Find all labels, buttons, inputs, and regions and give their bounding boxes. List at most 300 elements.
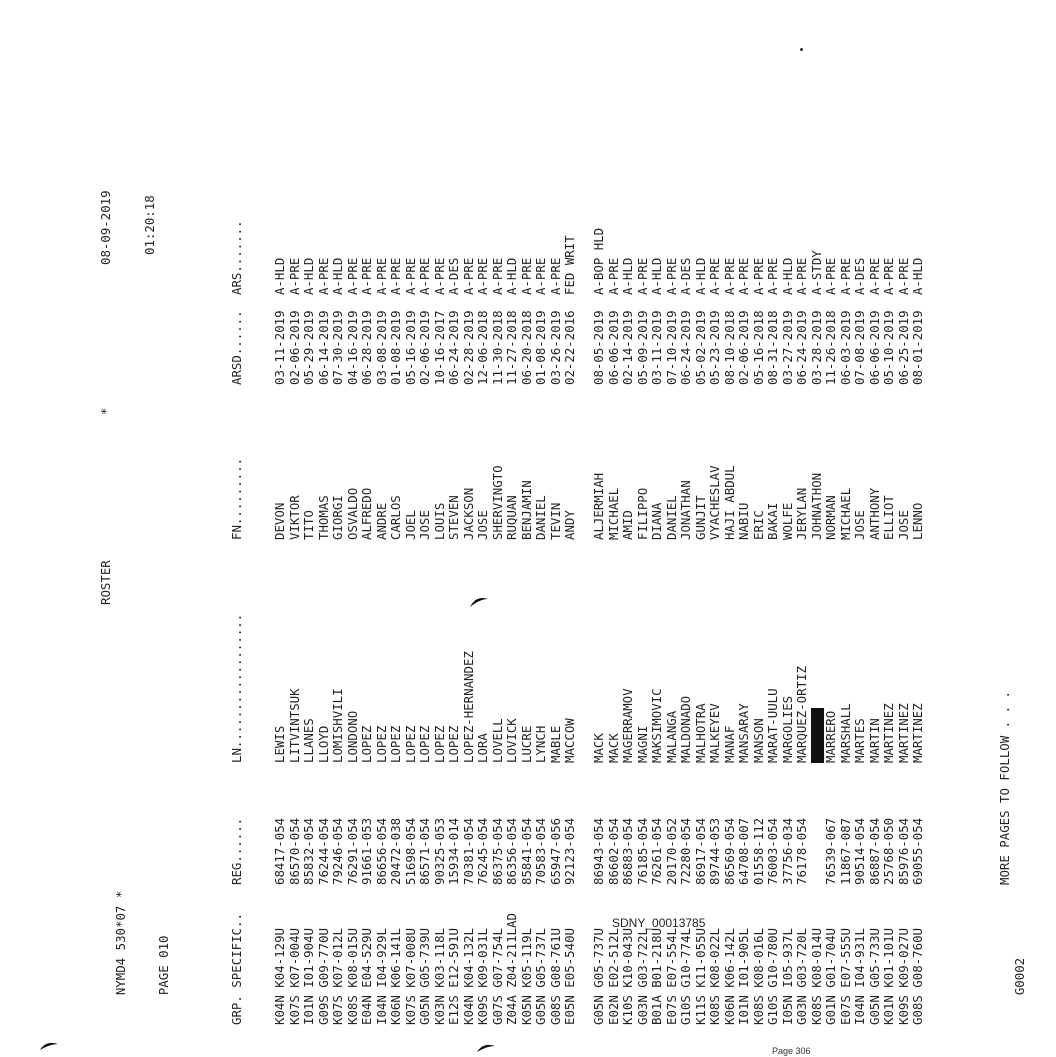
row-ln: LOPEZ [417,725,432,763]
roster-row [853,65,868,1025]
row-reg: 64708-007 [736,817,751,885]
row-grp: G03N G03-722L [634,928,650,1025]
redaction-block [811,708,824,763]
row-arsd: 08-31-2018 [765,310,780,385]
row-grp: G05N G05-737U [591,928,606,1025]
row-reg: 20170-052 [663,817,679,885]
row-grp: K09S K09-027U [895,928,911,1025]
row-fn: JOSE [417,510,432,540]
row-arsd: 03-11-2019 [649,310,664,385]
row-reg: 01558-112 [750,817,766,885]
row-fn: VYACHESLAV [707,465,722,540]
row-fn: ALFREDO [359,487,374,540]
row-reg: 86356-054 [504,817,519,885]
row-ln: LOPEZ [431,725,447,763]
header-line-2 [141,65,171,1025]
row-arsd: 08-05-2019 [591,310,606,385]
row-ln: MAGERRAMOV [620,688,635,763]
row-ln: LOPEZ [388,725,403,763]
roster-row [679,65,694,1025]
row-arsd: 11-26-2018 [823,310,838,385]
row-reg: 25768-050 [881,817,896,885]
roster-row [375,65,390,1025]
row-grp: K10S K10-043U [620,928,635,1025]
roster-row [824,65,839,1025]
row-arsd: 06-24-2019 [794,310,809,385]
row-fn: ANTHONY [866,487,882,540]
roster-row [621,65,636,1025]
row-grp: I05N I05-937L [779,928,795,1025]
row-fn: HAJI ABDUL [721,465,737,540]
row-reg: 68417-054 [272,817,287,885]
roster-row [737,65,752,1025]
header-time: 01:20:18 [141,195,157,255]
row-fn: OSVALDO [344,487,360,540]
roster-row [708,65,723,1025]
roster-row [505,65,520,1025]
roster-row [404,65,419,1025]
row-grp: E12S E12-591U [446,928,461,1025]
roster-row [839,65,854,1025]
roster-rows [273,65,926,1025]
row-grp: K06N K06-142L [721,928,737,1025]
row-fn: GUNJIT [692,495,708,540]
punch-mark [475,1040,497,1054]
col-grp: GRP. SPECIFIC.. [228,913,244,1025]
row-fn: RUQUAN [504,495,519,540]
row-fn: DEVON [272,502,287,540]
row-fn: NABIU [736,502,751,540]
row-ars: A-PRE [460,257,476,295]
roster-row [389,65,404,1025]
row-ln: LORA [475,733,490,763]
row-ars: A-HLD [692,257,708,295]
row-ln: LOMISHVILI [330,688,345,763]
row-fn: ERIC [750,510,766,540]
row-fn: WOLFE [779,502,795,540]
form-id: NYMD4 [112,957,128,996]
row-ln: MARAT-UULU [765,688,780,763]
roster-title: ROSTER [98,560,113,605]
roster-row [520,65,535,1025]
row-arsd: 02-06-2019 [417,310,432,385]
roster-row [592,65,607,1025]
row-fn: SHERVINGTO [489,465,505,540]
row-grp: K03N K03-118L [431,928,447,1025]
row-reg: 70381-054 [460,817,476,885]
row-grp: Z04A Z04-211LAD [504,913,519,1025]
row-arsd: 07-10-2019 [663,310,679,385]
row-grp: B01A B01-218U [649,928,664,1025]
row-fn: VIKTOR [286,495,302,540]
row-fn: STEVEN [446,495,461,540]
row-grp: I04N I04-931L [852,928,867,1025]
roster-row [911,65,926,1025]
roster-row [766,65,781,1025]
row-ln: LITVINTSUK [286,688,302,763]
row-ars: A-DES [852,257,867,295]
row-reg: 20472-038 [388,817,403,885]
row-ars: A-PRE [489,257,505,295]
row-reg: 70583-054 [533,817,548,885]
row-fn: CARLOS [388,495,403,540]
row-ln: MALHOTRA [692,703,708,763]
row-ars: A-HLD [649,257,664,295]
row-fn: ANDY [562,510,577,540]
row-fn: JOSE [475,510,490,540]
row-ln: MARTINEZ [881,703,896,763]
row-ln: MANSON [750,718,766,763]
row-arsd: 03-08-2019 [373,310,389,385]
row-fn: DIANA [649,502,664,540]
footer-line [997,65,1027,1025]
row-ars: A-PRE [547,257,563,295]
row-grp: I04N I04-929L [373,928,389,1025]
row-reg: 91661-053 [359,817,374,885]
row-ars: A-PRE [373,257,389,295]
row-fn: MICHAEL [837,487,853,540]
row-arsd: 11-30-2018 [489,310,505,385]
row-reg: 86883-054 [620,817,635,885]
row-ars: A-HLD [272,257,287,295]
row-reg: 76261-054 [649,817,664,885]
row-reg: 65947-056 [547,817,563,885]
row-ars: A-PRE [402,257,418,295]
row-fn: DANIEL [663,495,679,540]
row-ars: A-PRE [315,257,331,295]
row-grp: K06N K06-141L [388,928,403,1025]
roster-row [273,65,288,1025]
row-reg: 86375-054 [489,817,505,885]
row-reg: 51698-054 [402,817,418,885]
row-reg: 86917-054 [692,817,708,885]
row-fn: MICHAEL [605,487,621,540]
row-ars: A-HLD [620,257,635,295]
row-ars: A-BOP HLD [591,227,606,295]
row-ln: LLOYD [315,725,331,763]
row-ln: MACK [591,733,606,763]
row-arsd: 10-16-2017 [431,310,447,385]
row-ars: A-PRE [765,257,780,295]
roster-row [534,65,549,1025]
row-arsd: 03-27-2019 [779,310,795,385]
row-ars: A-PRE [417,257,432,295]
row-reg: 76245-054 [475,817,490,885]
row-ln: MARQUEZ-ORTIZ [794,666,809,763]
row-arsd: 01-08-2019 [533,310,548,385]
row-grp: G08S G08-761U [547,928,563,1025]
roster-row [650,65,665,1025]
row-reg: 90325-053 [431,817,447,885]
row-grp: K08S K08-016L [750,928,766,1025]
row-grp: K09S K09-031L [475,928,490,1025]
row-ars: A-PRE [359,257,374,295]
row-grp: E07S E07-555U [837,928,853,1025]
row-fn: JOSE [895,510,911,540]
row-ars: A-STDY [808,250,824,295]
row-arsd: 07-30-2019 [330,310,345,385]
row-grp: K04N K04-132L [460,928,476,1025]
roster-row [331,65,346,1025]
row-ars: A-PRE [866,257,882,295]
row-ars: A-HLD [301,257,316,295]
row-ars: A-PRE [837,257,853,295]
footer-code: G0002 [1011,957,1027,996]
roster-row [723,65,738,1025]
row-grp: G07S G07-754L [489,928,505,1025]
row-ars: A-HLD [330,257,345,295]
row-ars: A-PRE [286,257,302,295]
row-arsd: 05-29-2019 [301,310,316,385]
row-arsd: 03-26-2019 [547,310,563,385]
roster-row [447,65,462,1025]
row-arsd: 08-01-2019 [910,310,925,385]
row-reg: 76003-054 [765,817,780,885]
row-arsd: 05-16-2018 [750,310,766,385]
row-arsd: 06-24-2019 [678,310,693,385]
row-ars: A-HLD [779,257,795,295]
row-fn: THOMAS [315,495,331,540]
row-ars: A-DES [446,257,461,295]
row-ln: LOPEZ [359,725,374,763]
row-arsd: 12-06-2018 [475,310,490,385]
page-number: Page 306 [772,1046,811,1056]
row-ars: A-DES [678,257,693,295]
row-ln: MARGOLIES [779,695,795,763]
row-arsd: 06-24-2019 [446,310,461,385]
row-ars: A-PRE [431,257,447,295]
row-grp: G05N G05-739U [417,928,432,1025]
row-arsd: 02-28-2019 [460,310,476,385]
roster-row [563,65,578,1025]
row-grp: G10S G10-780U [765,928,780,1025]
row-arsd: 11-27-2018 [504,310,519,385]
form-code: 530*07 * [112,890,128,951]
row-fn: JACKSON [460,487,476,540]
row-reg: 89744-053 [707,817,722,885]
row-fn: JONATHAN [678,480,693,540]
row-arsd: 02-06-2019 [736,310,751,385]
row-arsd: 02-22-2016 [562,310,577,385]
row-fn: BAKAI [765,502,780,540]
row-grp: G01N G01-704U [823,928,838,1025]
bates-number: SDNY_00013785 [612,916,706,930]
column-headers [230,65,245,1025]
row-ars: A-PRE [388,257,403,295]
row-ars: A-PRE [707,257,722,295]
row-ln: MAKSIMOVIC [649,688,664,763]
punch-mark [38,1038,60,1052]
row-ln [810,708,825,763]
row-reg: 92123-054 [562,817,577,885]
row-grp: E02N E02-512L [605,928,621,1025]
row-ars: A-PRE [475,257,490,295]
row-ln: MABLE [547,725,563,763]
row-ars: A-PRE [518,257,534,295]
header-date: 08-09-2019 [98,190,113,265]
row-ars: A-PRE [634,257,650,295]
row-ln: LOVICK [504,718,519,763]
row-arsd: 01-08-2019 [388,310,403,385]
row-arsd: 05-02-2019 [692,310,708,385]
row-ln: LONDONO [344,710,360,763]
row-arsd: 06-14-2019 [315,310,331,385]
row-fn: AMID [620,510,635,540]
row-grp: K07S K07-012L [330,928,345,1025]
row-ln: MARSHALL [837,703,853,763]
row-ars: A-PRE [605,257,621,295]
row-grp: G10S G10-774L [678,928,693,1025]
roster-row [302,65,317,1025]
row-arsd: 05-09-2019 [634,310,650,385]
col-fn: FN......... [228,457,244,540]
row-fn: DANIEL [533,495,548,540]
row-ln: MARTIN [866,718,882,763]
roster-row [665,65,680,1025]
roster-row [810,65,825,1025]
row-ln: LYNCH [533,725,548,763]
roster-row [549,65,564,1025]
roster-row [288,65,303,1025]
row-ln: MARTINEZ [895,703,911,763]
row-grp: K08S K08-022L [707,928,722,1025]
row-ln: MALDONADO [678,695,693,763]
punch-mark [468,593,490,609]
row-arsd: 06-06-2019 [605,310,621,385]
row-reg: 76185-054 [634,817,650,885]
row-grp: I01N I01-904U [301,928,316,1025]
row-grp: E04N E04-529U [359,928,374,1025]
row-reg: 76539-067 [823,817,838,885]
row-ars: FED WRIT [562,235,577,295]
row-fn: LENNO [910,502,925,540]
row-reg: 15934-014 [446,817,461,885]
row-fn: LOUIS [431,502,447,540]
page-label: PAGE 010 [156,935,171,996]
row-ars: A-PRE [736,257,751,295]
row-arsd: 07-08-2019 [852,310,867,385]
row-ln: LOVELL [489,718,505,763]
row-reg: 86570-054 [286,817,302,885]
roster-row [433,65,448,1025]
row-grp: G09S G09-770U [315,928,331,1025]
row-ln: MAGNI [634,725,650,763]
row-ln: MANAF [721,725,737,763]
roster-row [752,65,767,1025]
more-pages: MORE PAGES TO FOLLOW . . . [997,691,1012,885]
row-grp: G08S G08-760U [910,928,925,1025]
row-ln: MACCOW [562,718,577,763]
header-star: * [98,407,113,415]
row-grp: K01N K01-101U [881,928,896,1025]
row-reg: 76291-054 [344,817,360,885]
row-fn: JOHNATHON [808,472,824,540]
row-reg: 85841-054 [518,817,534,885]
row-reg: 86571-054 [417,817,432,885]
row-ln: LOPEZ [373,725,389,763]
roster-row [694,65,709,1025]
row-ars: A-PRE [663,257,679,295]
row-ars: A-PRE [794,257,809,295]
row-arsd: 05-16-2019 [402,310,418,385]
row-fn: FILIPPO [634,487,650,540]
row-arsd: 02-14-2019 [620,310,635,385]
row-ars: A-HLD [910,257,925,295]
row-ln: LUCRE [518,725,534,763]
row-ln: MALKEYEV [707,703,722,763]
row-arsd: 06-06-2019 [866,310,882,385]
row-grp: I01N I01-905L [736,928,751,1025]
row-fn: BENJAMIN [518,480,534,540]
row-ln: LLANES [301,718,316,763]
row-grp: E05N E05-540U [562,928,577,1025]
row-grp: K08S K08-014U [808,928,824,1025]
row-ln: LOPEZ-HERNANDEZ [460,651,476,763]
row-arsd: 02-06-2019 [286,310,302,385]
row-ars: A-PRE [881,257,896,295]
row-grp: G05N G05-733U [866,928,882,1025]
roster-row [636,65,651,1025]
row-reg: 86943-054 [591,817,606,885]
row-grp: K04N K04-129U [272,928,287,1025]
col-arsd: ARSD...... [228,310,244,385]
row-arsd: 05-10-2019 [881,310,896,385]
row-reg: 69055-054 [910,817,925,885]
row-ln: MARTES [852,718,867,763]
row-fn: ALJERMIAH [591,472,606,540]
row-ars: A-PRE [823,257,838,295]
row-ars: A-PRE [721,257,737,295]
header-line-1 [98,65,128,1025]
row-fn: ANDRE [373,502,389,540]
roster-row [607,65,622,1025]
row-reg: 79246-054 [330,817,345,885]
col-reg: REG...... [228,817,244,885]
roster-row [781,65,796,1025]
row-ln: MARRERO [823,710,838,763]
row-fn: TITO [301,510,316,540]
row-grp: K07S K07-008U [402,928,418,1025]
row-fn: GIORGI [330,495,345,540]
row-fn: NORMAN [823,495,838,540]
row-arsd: 05-23-2019 [707,310,722,385]
roster-row [418,65,433,1025]
roster-row [360,65,375,1025]
row-arsd: 06-25-2019 [895,310,911,385]
row-arsd: 04-16-2019 [344,310,360,385]
row-ars: A-PRE [533,257,548,295]
row-grp: K05N K05-119L [518,928,534,1025]
col-ars: ARS....... [228,220,244,295]
row-reg: 86656-054 [373,817,389,885]
roster-row [317,65,332,1025]
roster-row [476,65,491,1025]
row-fn: JOEL [402,510,418,540]
row-ln: MANSARAY [736,703,751,763]
row-fn: JOSE [852,510,867,540]
row-ars: A-PRE [344,257,360,295]
row-reg: 85832-054 [301,817,316,885]
row-ln: LOPEZ [402,725,418,763]
row-ln: LEWIS [272,725,287,763]
row-reg: 72280-054 [678,817,693,885]
row-ars: A-PRE [895,257,911,295]
row-reg: 11867-087 [837,817,853,885]
speck-mark [800,48,803,51]
row-grp: E07S E07-554L [663,928,679,1025]
roster-row [462,65,477,1025]
row-ln: MARTINEZ [910,703,925,763]
